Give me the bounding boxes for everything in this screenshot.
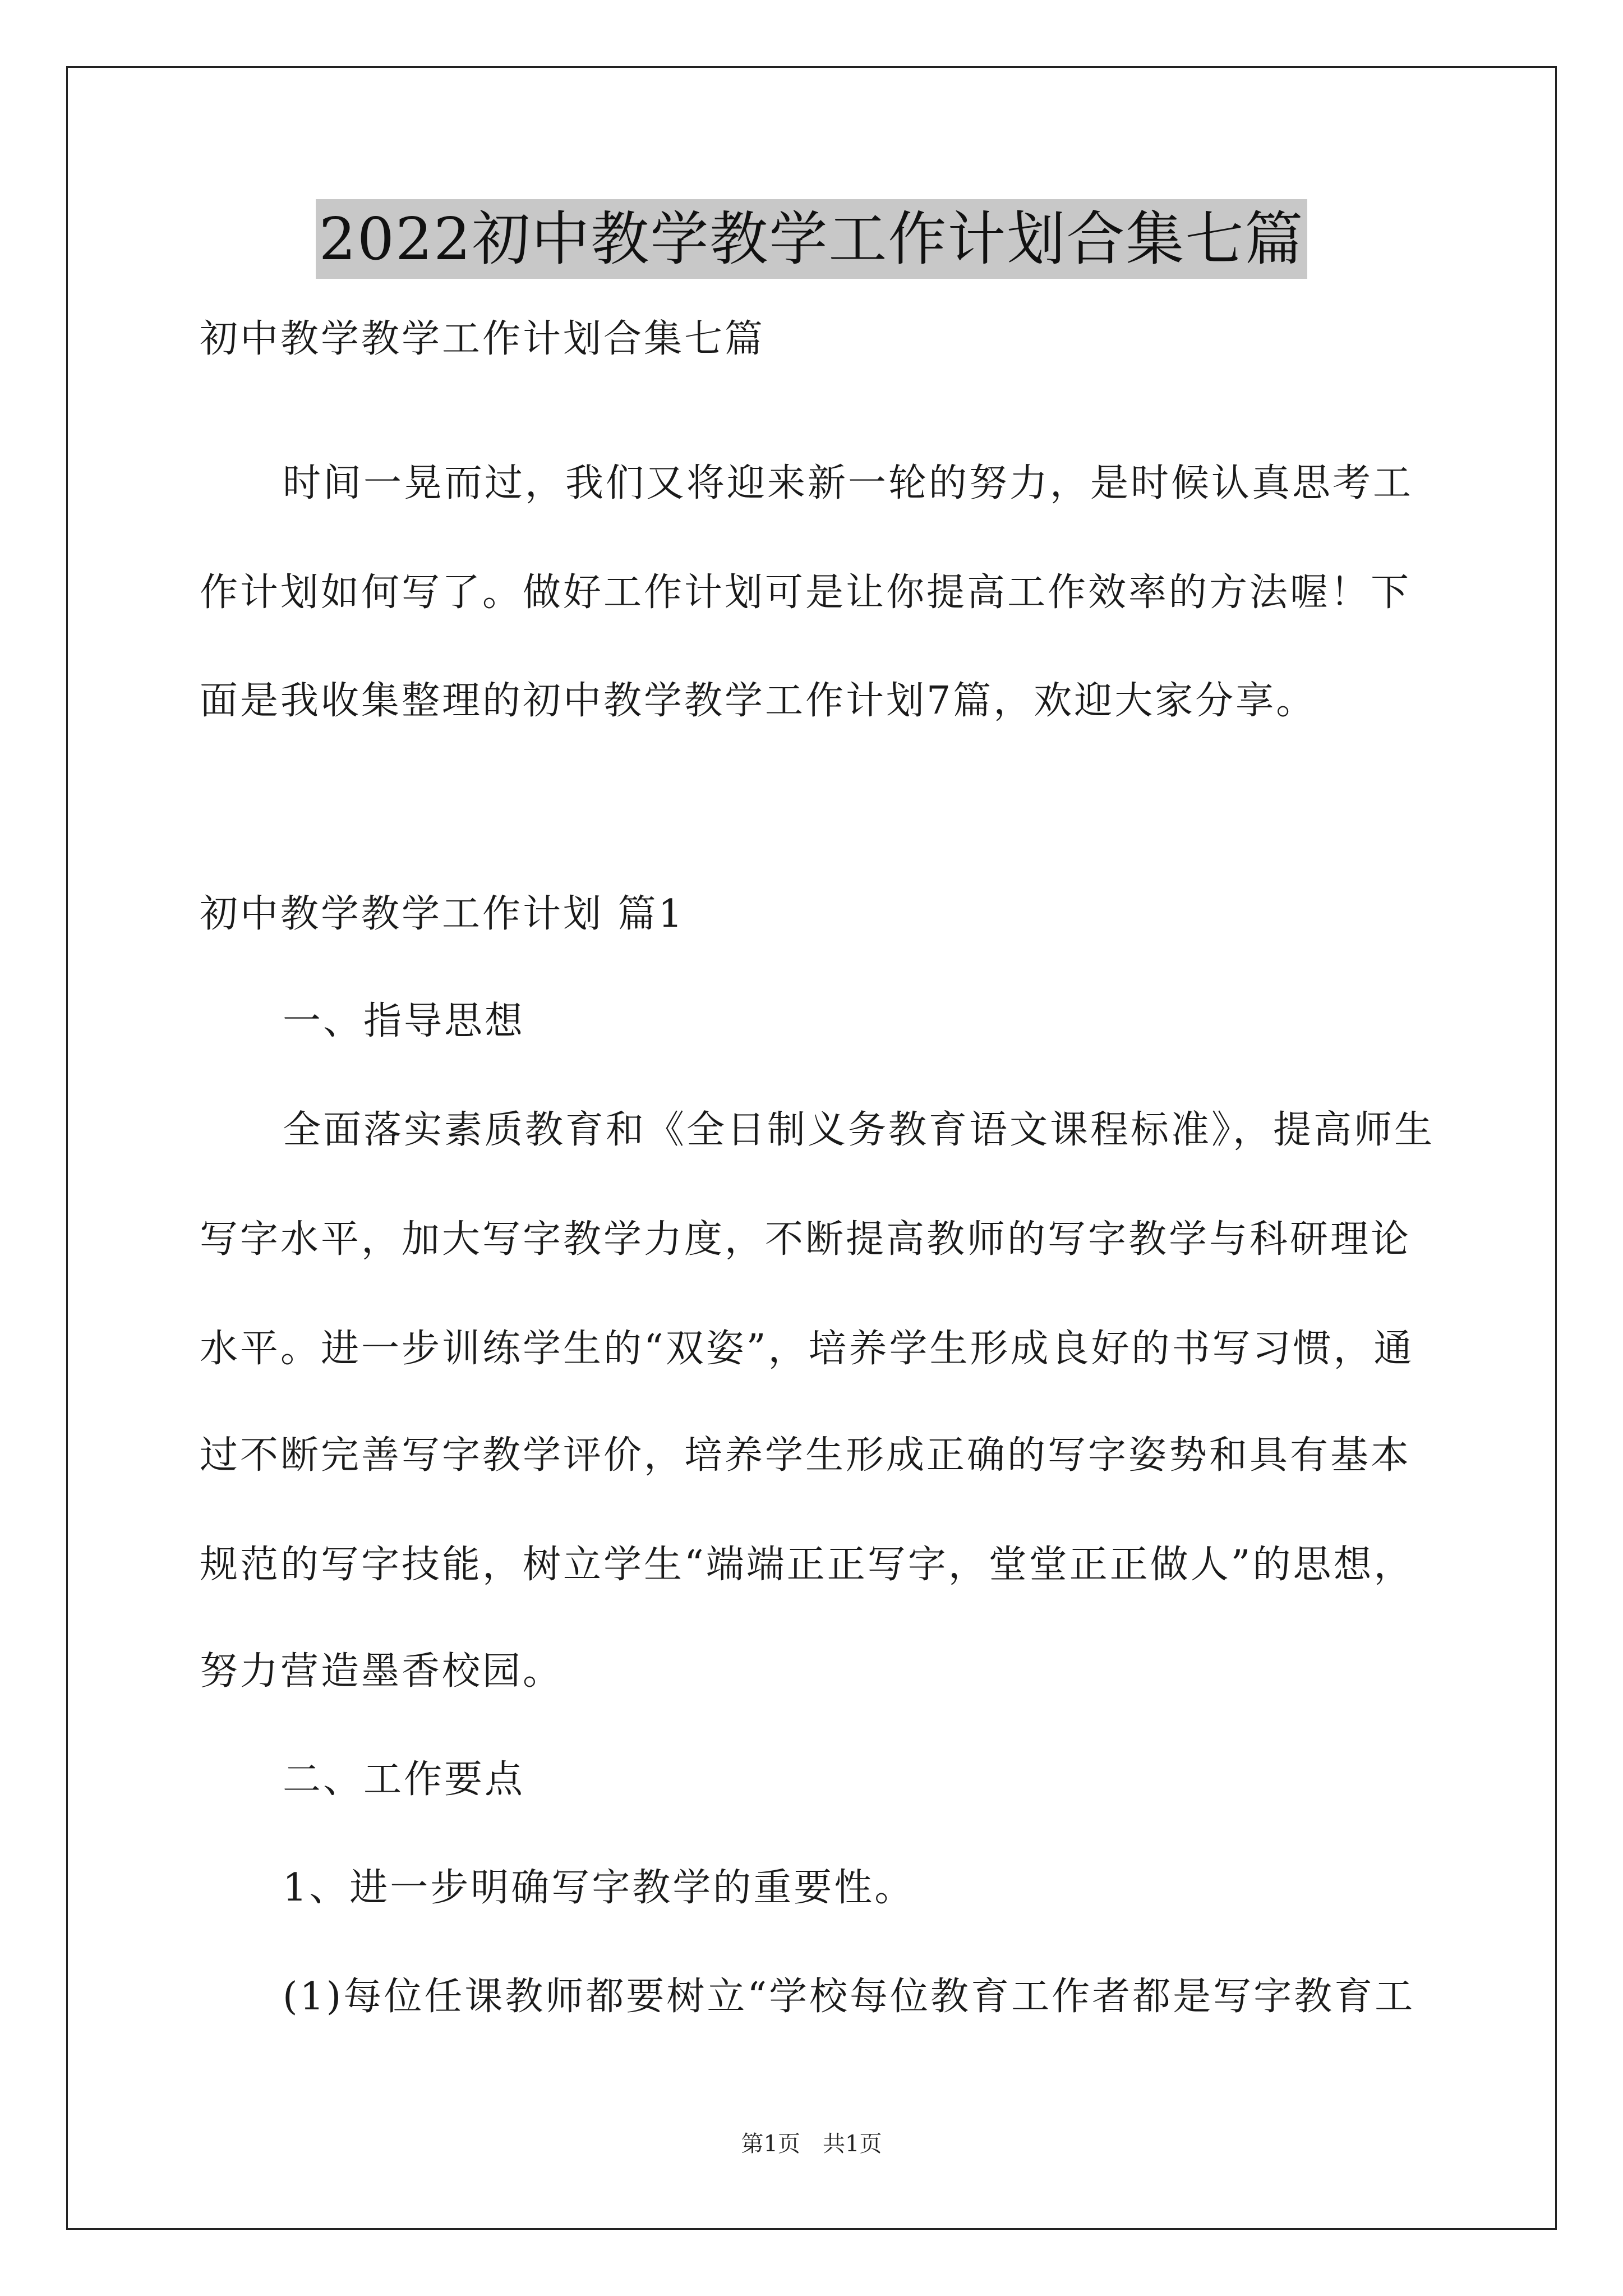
paragraph-line: 规范的写字技能，树立学生“端端正正写字，堂堂正正做人”的思想， bbox=[200, 1543, 1414, 1587]
page-number: 第1页 bbox=[741, 2131, 800, 2157]
paragraph-line: 面是我收集整理的初中教学教学工作计划7篇，欢迎大家分享。 bbox=[200, 679, 1317, 723]
paragraph-line: 水平。进一步训练学生的“双姿”，培养学生形成良好的书写习惯，通 bbox=[200, 1327, 1414, 1371]
paragraph-line: 1、进一步明确写字教学的重要性。 bbox=[283, 1866, 915, 1910]
document-title: 2022初中教学教学工作计划合集七篇 bbox=[316, 199, 1308, 279]
page-footer bbox=[0, 2130, 1623, 2158]
paragraph-line: 作计划如何写了。做好工作计划可是让你提高工作效率的方法喔！下 bbox=[200, 570, 1412, 615]
paragraph-line: 过不断完善写字教学评价，培养学生形成正确的写字姿势和具有基本 bbox=[200, 1433, 1412, 1478]
paragraph-line: 写字水平，加大写字教学力度，不断提高教师的写字教学与科研理论 bbox=[200, 1217, 1412, 1262]
paragraph-line: 全面落实素质教育和《全日制义务教育语文课程标准》，提高师生 bbox=[283, 1108, 1435, 1152]
subsection-heading: 二、工作要点 bbox=[283, 1757, 525, 1802]
paragraph-line: 努力营造墨香校园。 bbox=[200, 1649, 564, 1694]
subsection-heading: 一、指导思想 bbox=[283, 999, 525, 1043]
title-container bbox=[0, 199, 1623, 279]
subtitle-line: 初中教学教学工作计划合集七篇 bbox=[200, 317, 766, 361]
paragraph-line: 时间一晃而过，我们又将迎来新一轮的努力，是时候认真思考工 bbox=[283, 461, 1414, 505]
section-heading: 初中教学教学工作计划 篇1 bbox=[200, 892, 685, 936]
paragraph-line: (1)每位任课教师都要树立“学校每位教育工作者都是写字教育工 bbox=[283, 1975, 1415, 2019]
page-total: 共1页 bbox=[823, 2131, 882, 2157]
